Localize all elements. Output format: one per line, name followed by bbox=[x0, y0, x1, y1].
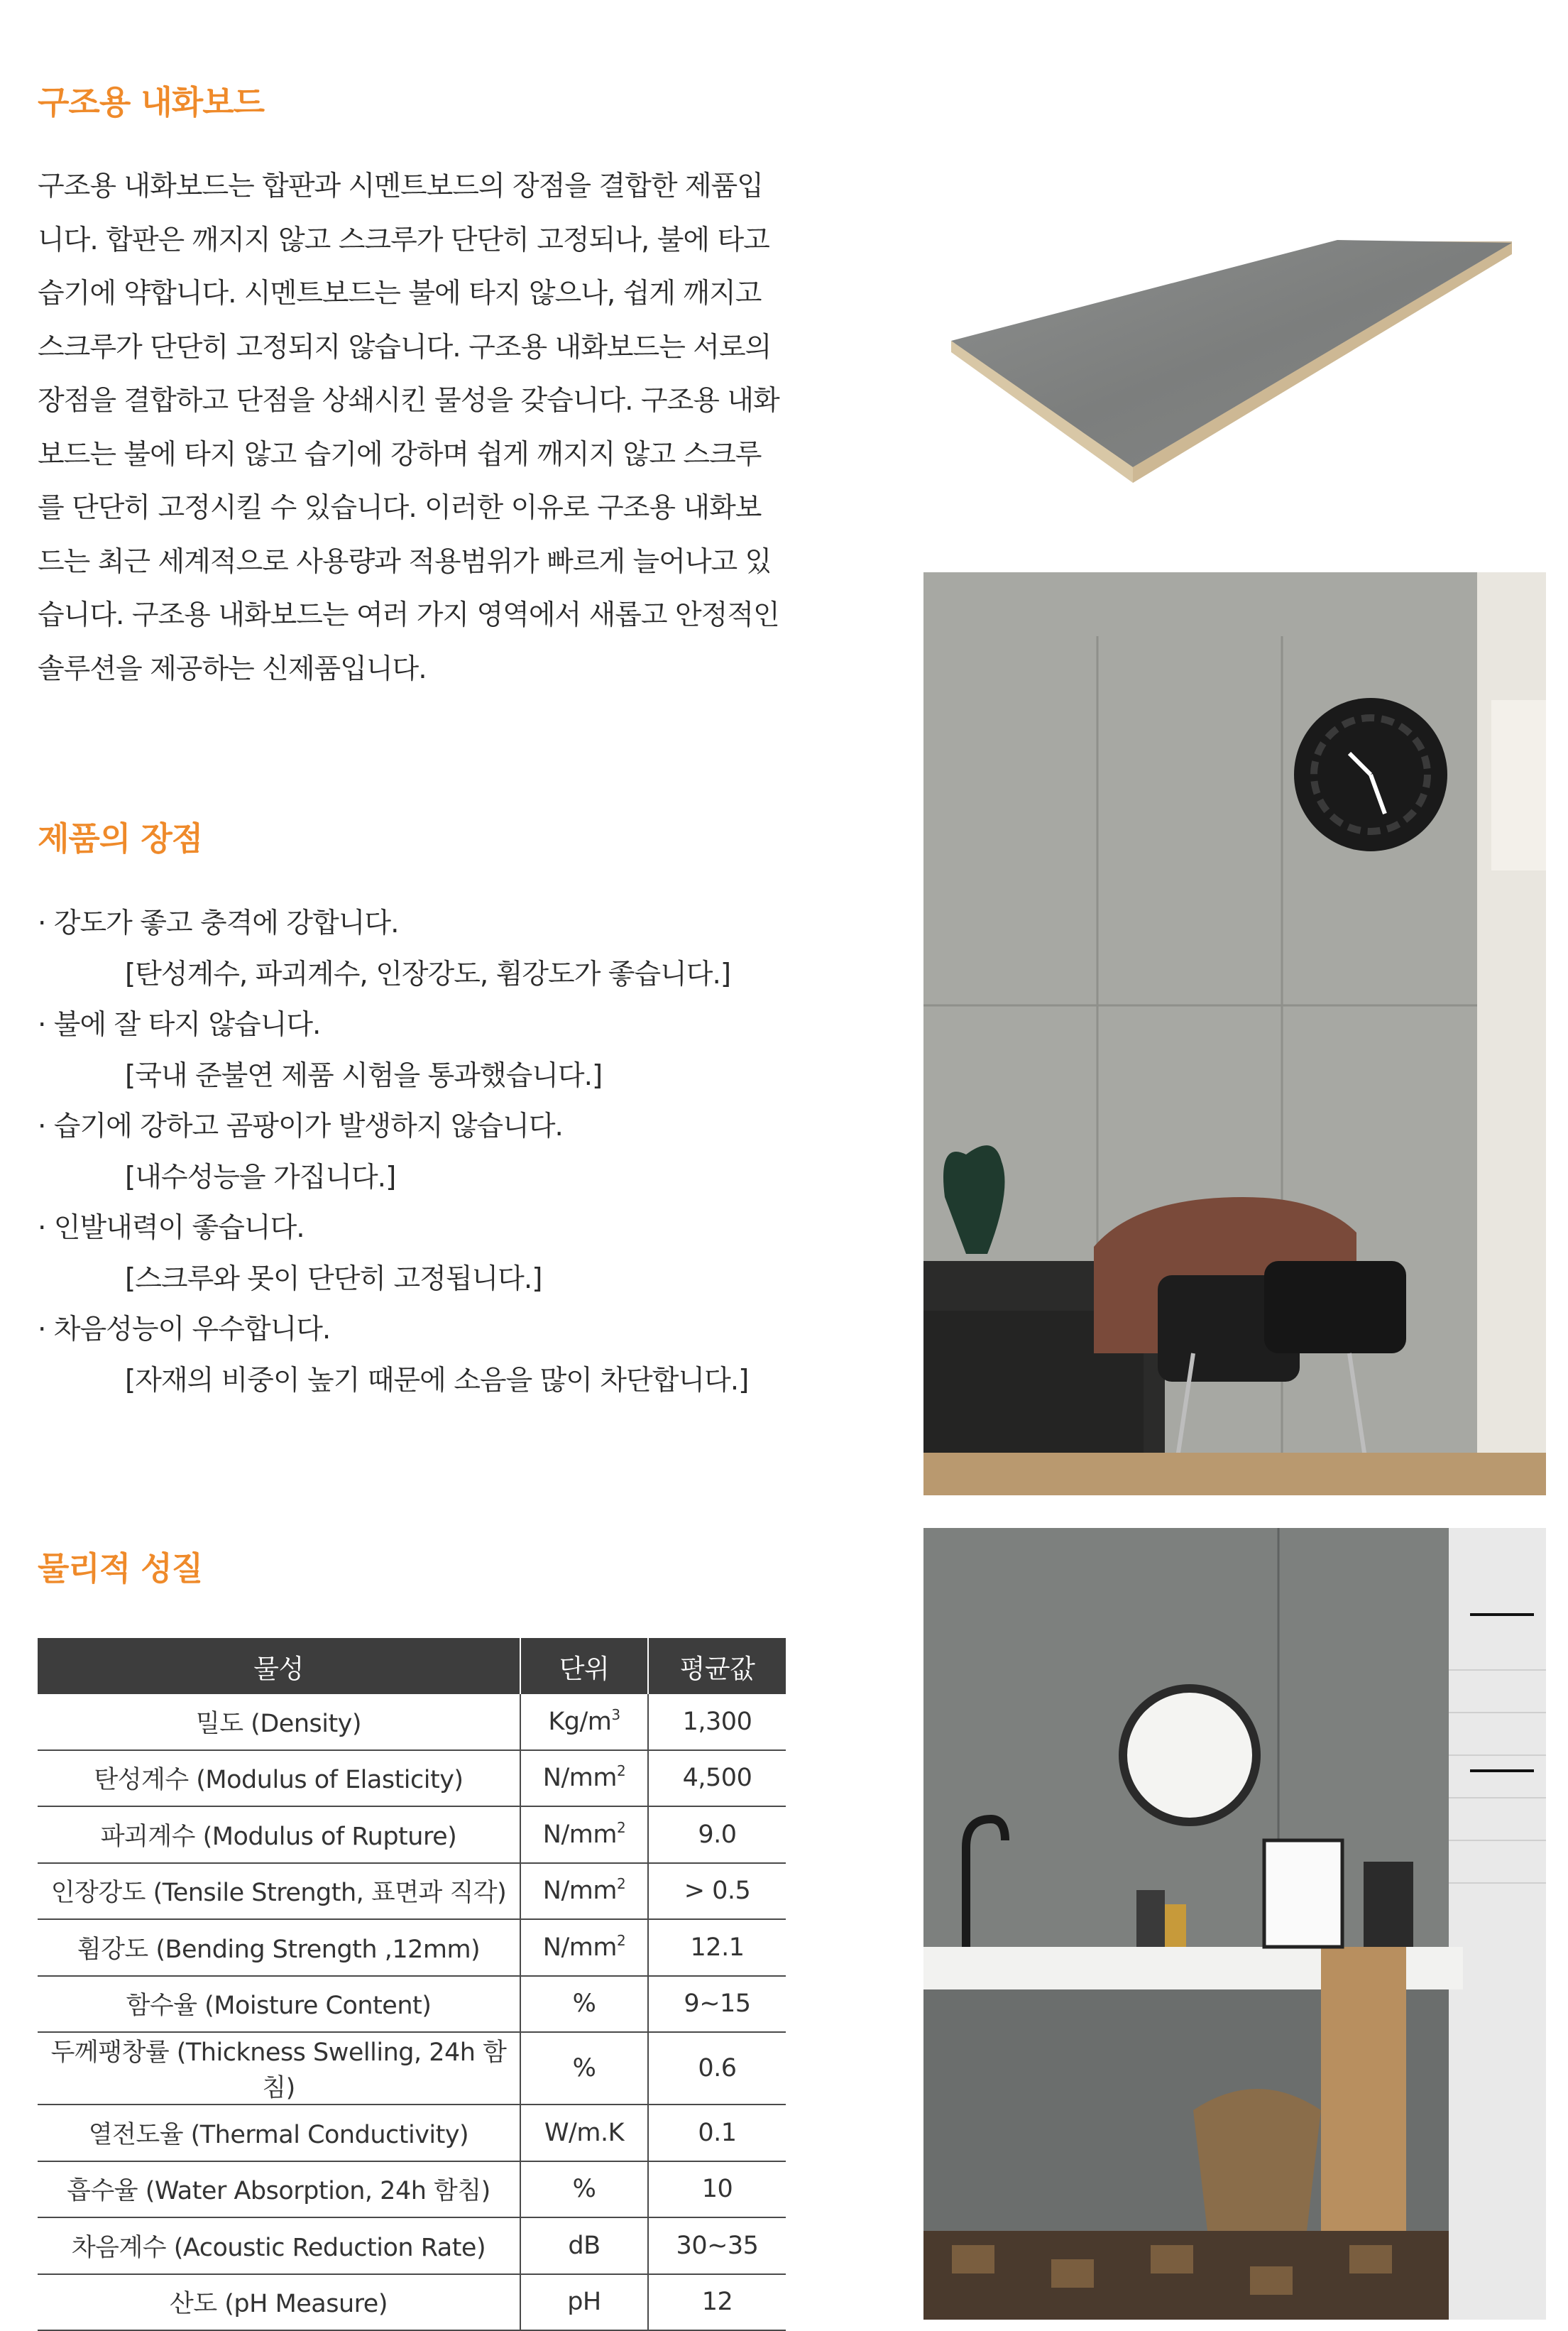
unit-text: N/mm bbox=[542, 1820, 617, 1849]
column-header-value: 평균값 bbox=[648, 1638, 786, 1694]
column-header-property: 물성 bbox=[38, 1638, 520, 1694]
advantage-point: · 강도가 좋고 충격에 강합니다. bbox=[38, 907, 399, 939]
interior-photo-living-room bbox=[923, 572, 1546, 1495]
table-row bbox=[38, 2274, 786, 2331]
unit-cell bbox=[520, 2274, 648, 2331]
property-cell: 열전도율 (Thermal Conductivity) bbox=[38, 2105, 520, 2161]
table-row bbox=[38, 2161, 786, 2218]
value-cell: 9~15 bbox=[648, 1976, 786, 2033]
unit-text: dB bbox=[568, 2231, 601, 2260]
intro-line: 장점을 결합하고 단점을 상쇄시킨 물성을 갖습니다. 구조용 내화 bbox=[38, 385, 779, 417]
intro-line: 습니다. 구조용 내화보드는 여러 가지 영역에서 새롭고 안정적인 bbox=[38, 599, 779, 631]
interior-photo-bathroom bbox=[923, 1528, 1546, 2320]
intro-line: 를 단단히 고정시킬 수 있습니다. 이러한 이유로 구조용 내화보 bbox=[38, 492, 762, 524]
value-cell: > 0.5 bbox=[648, 1863, 786, 1920]
unit-cell bbox=[520, 1863, 648, 1920]
unit-cell bbox=[520, 2161, 648, 2218]
property-cell: 탄성계수 (Modulus of Elasticity) bbox=[38, 1750, 520, 1807]
table-row bbox=[38, 1750, 786, 1807]
unit-exponent: 3 bbox=[611, 1705, 620, 1723]
unit-cell bbox=[520, 1750, 648, 1807]
advantage-detail: [스크루와 못이 단단히 고정됩니다.] bbox=[125, 1262, 542, 1295]
unit-exponent: 2 bbox=[616, 1931, 626, 1949]
unit-text: Kg/m bbox=[548, 1707, 612, 1736]
value-cell: 30~35 bbox=[648, 2217, 786, 2274]
intro-line: 솔루션을 제공하는 신제품입니다. bbox=[38, 653, 427, 685]
intro-line: 스크루가 단단히 고정되지 않습니다. 구조용 내화보드는 서로의 bbox=[38, 331, 772, 364]
table-row bbox=[38, 2105, 786, 2161]
table-row bbox=[38, 1919, 786, 1976]
property-cell: 휨강도 (Bending Strength ,12mm) bbox=[38, 1919, 520, 1976]
unit-cell bbox=[520, 1919, 648, 1976]
unit-exponent: 2 bbox=[616, 1818, 626, 1836]
property-cell: 함수율 (Moisture Content) bbox=[38, 1976, 520, 2033]
board-product-image bbox=[951, 213, 1533, 483]
value-cell: 0.1 bbox=[648, 2105, 786, 2161]
unit-exponent: 2 bbox=[616, 1875, 626, 1893]
property-cell: 파괴계수 (Modulus of Rupture) bbox=[38, 1806, 520, 1863]
value-cell: 1,300 bbox=[648, 1694, 786, 1750]
unit-text: N/mm bbox=[542, 1933, 617, 1962]
section-heading-physical: 물리적 성질 bbox=[38, 1549, 203, 1588]
property-cell: 산도 (pH Measure) bbox=[38, 2274, 520, 2331]
advantage-point: · 인발내력이 좋습니다. bbox=[38, 1212, 305, 1244]
unit-text: W/m.K bbox=[544, 2118, 625, 2147]
value-cell: 9.0 bbox=[648, 1806, 786, 1863]
physical-properties-table bbox=[38, 1638, 786, 2331]
intro-line: 드는 최근 세계적으로 사용량과 적용범위가 빠르게 늘어나고 있 bbox=[38, 545, 772, 578]
unit-cell bbox=[520, 2105, 648, 2161]
table-row bbox=[38, 2217, 786, 2274]
unit-cell bbox=[520, 1976, 648, 2033]
unit-text: pH bbox=[567, 2288, 601, 2317]
property-cell: 인장강도 (Tensile Strength, 표면과 직각) bbox=[38, 1863, 520, 1920]
unit-cell bbox=[520, 1694, 648, 1750]
unit-text: % bbox=[572, 2175, 596, 2204]
property-cell: 밀도 (Density) bbox=[38, 1694, 520, 1750]
table-row bbox=[38, 2032, 786, 2105]
advantage-point: · 습기에 강하고 곰팡이가 발생하지 않습니다. bbox=[38, 1110, 563, 1142]
advantages-list bbox=[38, 898, 790, 1406]
advantage-point: · 차음성능이 우수합니다. bbox=[38, 1314, 331, 1345]
unit-exponent: 2 bbox=[616, 1762, 626, 1780]
advantage-detail: [자재의 비중이 높기 때문에 소음을 많이 차단합니다.] bbox=[125, 1364, 749, 1397]
intro-line: 보드는 불에 타지 않고 습기에 강하며 쉽게 깨지지 않고 스크루 bbox=[38, 438, 762, 471]
value-cell: 12.1 bbox=[648, 1919, 786, 1976]
intro-line: 구조용 내화보드는 합판과 시멘트보드의 장점을 결합한 제품입 bbox=[38, 170, 763, 202]
table-row bbox=[38, 1806, 786, 1863]
property-cell: 두께팽창률 (Thickness Swelling, 24h 함침) bbox=[38, 2032, 520, 2105]
unit-text: N/mm bbox=[542, 1764, 617, 1793]
advantage-detail: [내수성능을 가집니다.] bbox=[125, 1161, 396, 1194]
unit-text: % bbox=[572, 1989, 596, 2019]
table-header-row bbox=[38, 1638, 786, 1694]
advantage-point: · 불에 잘 타지 않습니다. bbox=[38, 1009, 321, 1041]
unit-text: N/mm bbox=[542, 1877, 617, 1906]
property-cell: 차음계수 (Acoustic Reduction Rate) bbox=[38, 2217, 520, 2274]
unit-cell bbox=[520, 2032, 648, 2105]
column-header-unit: 단위 bbox=[520, 1638, 648, 1694]
section-heading-intro: 구조용 내화보드 bbox=[38, 83, 265, 121]
advantage-detail: [국내 준불연 제품 시험을 통과했습니다.] bbox=[125, 1059, 603, 1092]
value-cell: 4,500 bbox=[648, 1750, 786, 1807]
advantage-detail: [탄성계수, 파괴계수, 인장강도, 휨강도가 좋습니다.] bbox=[125, 958, 731, 990]
property-cell: 흡수율 (Water Absorption, 24h 함침) bbox=[38, 2161, 520, 2218]
value-cell: 12 bbox=[648, 2274, 786, 2331]
unit-text: % bbox=[572, 2054, 596, 2082]
unit-cell bbox=[520, 1806, 648, 1863]
table-row bbox=[38, 1976, 786, 2033]
table-row bbox=[38, 1863, 786, 1920]
intro-line: 니다. 합판은 깨지지 않고 스크루가 단단히 고정되나, 불에 타고 bbox=[38, 224, 769, 256]
section-heading-advantages: 제품의 장점 bbox=[38, 819, 203, 858]
table-row bbox=[38, 1694, 786, 1750]
value-cell: 10 bbox=[648, 2161, 786, 2218]
unit-cell bbox=[520, 2217, 648, 2274]
value-cell: 0.6 bbox=[648, 2032, 786, 2105]
intro-paragraph bbox=[38, 160, 790, 696]
intro-line: 습기에 약합니다. 시멘트보드는 불에 타지 않으나, 쉽게 깨지고 bbox=[38, 278, 762, 310]
